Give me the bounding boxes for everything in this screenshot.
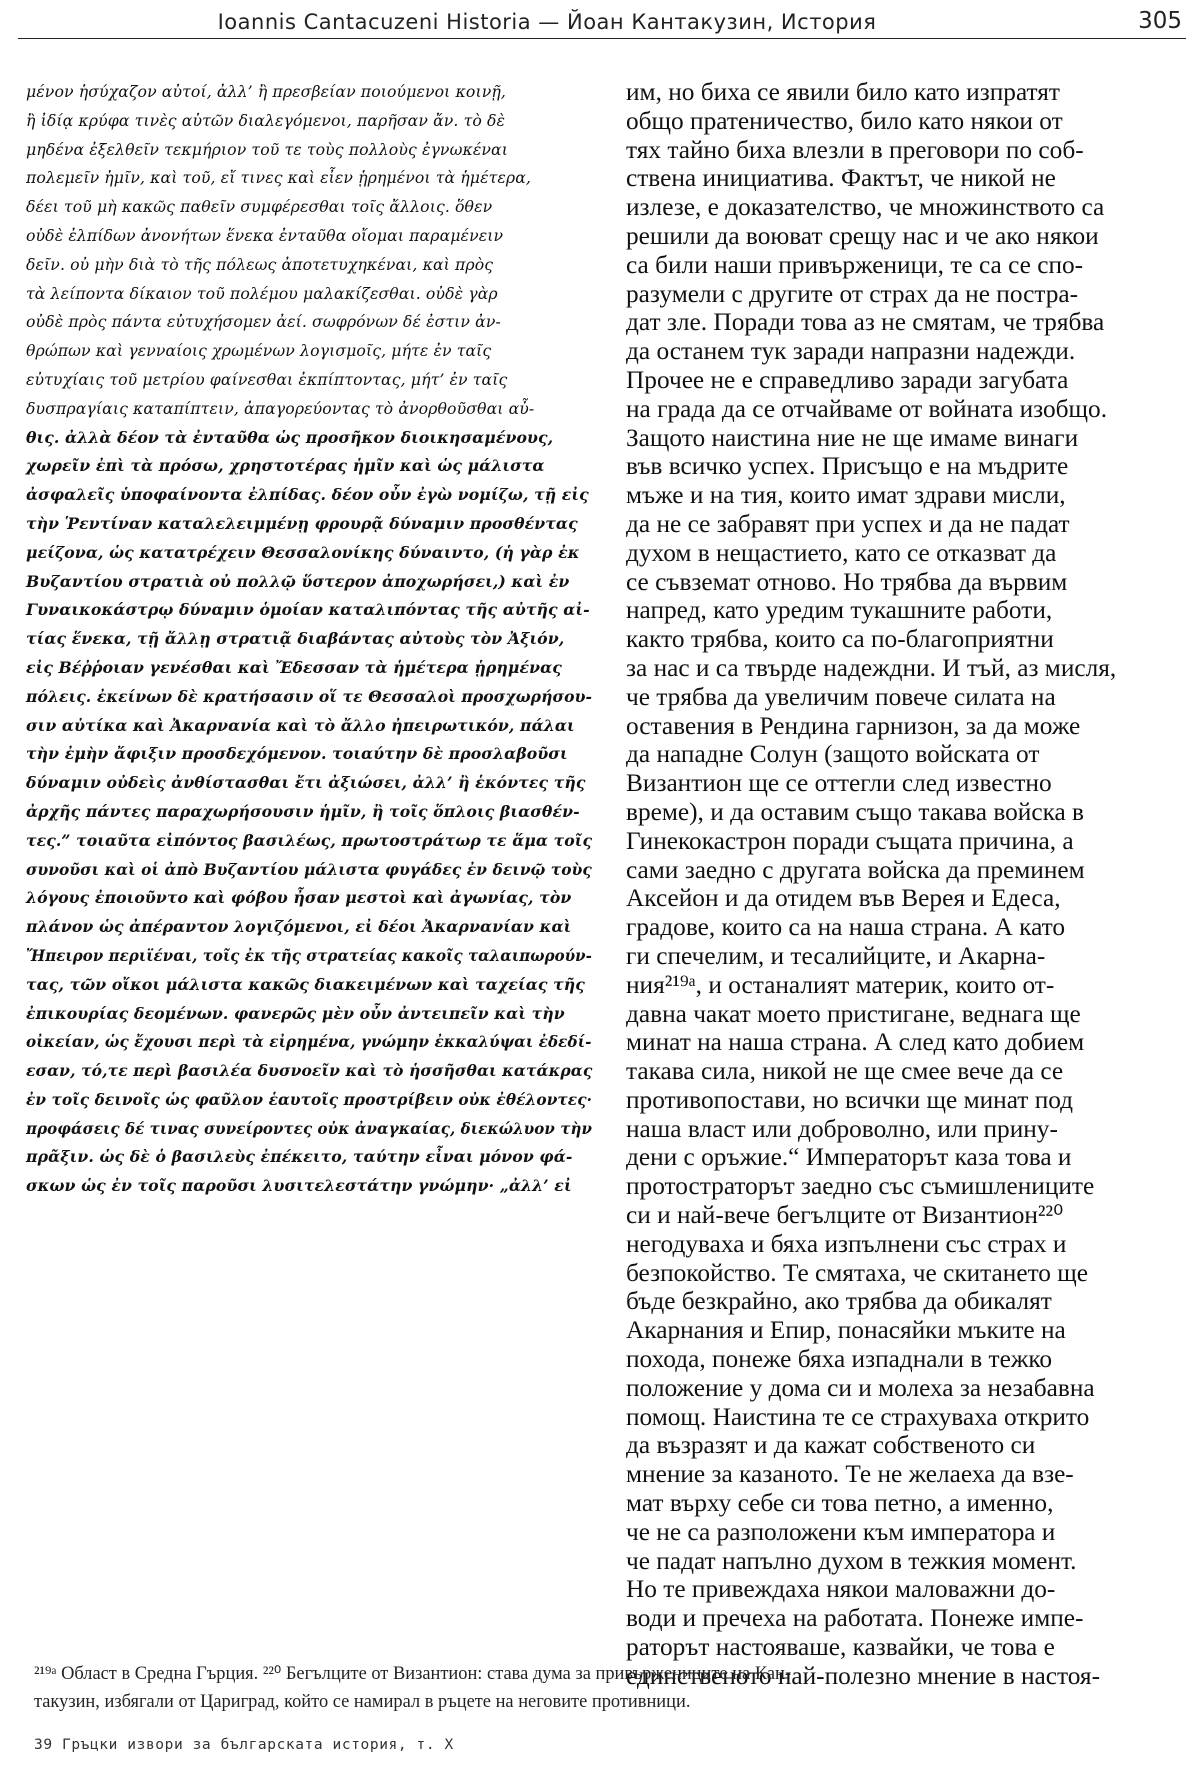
bulgarian-text-line: да останем тук заради напразни надежди. [626,336,1076,366]
greek-text-line: ἀρχῆς πάντες παραχωρήσουσιν ἡμῖν, ἢ τοῖς ὅπλοις βιασθέν- [26,801,580,821]
bulgarian-text-line: да нападне Солун (защото войската от [626,739,1040,769]
bulgarian-text-line: положение у дома си и молеха за незабавна [626,1372,1095,1402]
bulgarian-text-line: ния²¹⁹ᵃ, и останалият материк, които от- [626,969,1055,999]
bulgarian-text-line: протостраторът заедно със съмишлениците [626,1171,1095,1201]
greek-text-line: τὰ λείποντα δίκαιον τοῦ πολέμου μαλακίζεσθαι. οὐδὲ γὰρ [26,283,498,303]
bulgarian-text-line: минат на наша страна. А след като добием [626,1027,1085,1057]
greek-text-line: μηδένα ἐξελθεῖν τεκμήριον τοῦ τε τοὺς πολλοὺς ἐγνωκέναι [26,139,508,159]
bulgarian-text-line: помощ. Наистина те се страхуваха открито [626,1401,1090,1431]
bulgarian-text-line: ствена инициатива. Фактът, че никой не [626,163,1056,193]
bulgarian-text-line: Защото наистина ние не ще имаме винаги [626,422,1079,452]
greek-text-line: Ἤπειρον περιϊέναι, τοῖς ἐκ τῆς στρατείας κακοῖς ταλαιπωρούν- [26,945,592,965]
bulgarian-text-line: общо пратеничество, било като някои от [626,105,1063,135]
page-number: 305 [1138,8,1182,34]
bulgarian-translation-column [626,77,1194,1690]
bulgarian-text-line: Аксейон и да отидем във Верея и Едеса, [626,883,1061,913]
greek-text-line: μείζονα, ὡς κατατρέχειν Θεσσαλονίκης δύναιντο, (ἡ γὰρ ἐκ [26,542,580,562]
greek-text-line: τὴν Ῥεντίναν καταλελειμμένῃ φρουρᾷ δύναμιν προσθέντας [26,513,578,533]
greek-text-line: τίας ἕνεκα, τῇ ἄλλῃ στρατιᾷ διαβάντας αὐτοὺς τὸν Ἀξιόν, [26,629,565,649]
bulgarian-text-line: Акарнания и Епир, понасяйки мъките на [626,1315,1066,1345]
bulgarian-text-line: води и пречеха на работата. Понеже импе- [626,1603,1084,1633]
greek-text-line: τες.” τοιαῦτα εἰπόντος βασιλέως, πρωτοστράτωρ τε ἅμα τοῖς [26,830,593,850]
bulgarian-text-line: градове, които са на наша страна. А като [626,912,1066,942]
greek-text-line: πολεμεῖν ἡμῖν, καὶ τοῦ, εἴ τινες καὶ εἶεν ᾑρημένοι τὰ ἡμέτερα, [26,168,532,188]
bulgarian-text-line: дат зле. Поради това аз не смятам, че трябва [626,307,1105,337]
bulgarian-text-line: тях тайно биха влезли в преговори по соб- [626,134,1084,164]
bulgarian-text-line: да възразят и да кажат собственото си [626,1430,1036,1460]
greek-text-line: συνοῦσι καὶ οἱ ἀπὸ Βυζαντίου μάλιστα φυγάδες ἐν δεινῷ τοὺς [26,859,592,879]
bulgarian-text-line: разумели с другите от страх да не постра- [626,278,1079,308]
greek-text-line: δύναμιν οὐδεὶς ἀνθίστασθαι ἔτι ἀξιώσει, ἀλλ’ ἢ ἑκόντες τῆς [26,773,586,793]
greek-text-column [26,78,596,1196]
greek-text-line: Βυζαντίου στρατιὰ οὐ πολλῷ ὕστερον ἀποχωρήσει,) καὶ ἐν [26,571,570,591]
greek-text-line: πρᾶξιν. ὡς δὲ ὁ βασιλεὺς ἐπέκειτο, ταύτην εἶναι μόνον φά- [26,1147,573,1167]
printer-signature: 39 Гръцки извори за българската история, т. X [34,1737,454,1753]
bulgarian-text-line: мъже и на тия, които имат здрави мисли, [626,480,1066,510]
bulgarian-text-line: безпокойство. Те смятаха, че скитането ще [626,1257,1089,1287]
footnote-line: такузин, избягали от Цариград, който се намирал в ръцете на неговите противници. [34,1692,691,1712]
bulgarian-text-line: наша власт или доброволно, или прину- [626,1113,1058,1143]
greek-text-line: πόλεις. ἐκείνων δὲ κρατήσασιν οἵ τε Θεσσαλοὶ προσχωρήσου- [26,686,593,706]
bulgarian-text-line: че не са разположени към императора и [626,1516,1056,1546]
greek-text-line: εὐτυχίαις τοῦ μετρίου φαίνεσθαι ἐκπίπτοντας, μήτ’ ἐν ταῖς [26,369,508,389]
greek-text-line: Γυναικοκάστρῳ δύναμιν ὁμοίαν καταλιπόντας τῆς αὐτῆς αἰ- [26,600,590,620]
bulgarian-text-line: им, но биха се явили било като изпратят [626,77,1060,106]
bulgarian-text-line: единственото най-полезно мнение в настоя- [626,1660,1101,1690]
bulgarian-text-line: негодуваха и бяха изпълнени със страх и [626,1228,1067,1258]
bulgarian-text-line: духом в нещастието, като се отказват да [626,537,1057,567]
bulgarian-text-line: дени с оръжие.“ Императорът каза това и [626,1142,1072,1172]
greek-text-line: σκων ὡς ἐν τοῖς παροῦσι λυσιτελεστάτην γνώμην· „ἀλλ’ εἰ [26,1176,572,1196]
bulgarian-text-line: давна чакат моето пристигане, веднага ще [626,998,1081,1028]
bulgarian-text-line: такава сила, никой не ще смее вече да се [626,1056,1064,1086]
bulgarian-text-line: да не се забравят при успех и да не падат [626,508,1070,538]
greek-text-line: οἰκείαν, ὡς ἔχουσι περὶ τὰ εἰρημένα, γνώμην ἐκκαλύψαι ἐδεδί- [26,1032,592,1052]
bulgarian-text-line: решили да воюват срещу нас и че ако някои [626,220,1099,250]
bulgarian-text-line: време), и да оставим също такава войска в [626,796,1085,826]
bulgarian-text-line: на града да се отчайваме от войната изобщо. [626,393,1108,423]
greek-text-line: μένον ἡσύχαζον αὐτοί, ἀλλ’ ἢ πρεσβείαν ποιούμενοι κοινῇ, [26,82,506,101]
bulgarian-text-line: Византион ще се оттегли след известно [626,768,1052,798]
bulgarian-text-line: че трябва да увеличим повече силата на [626,681,1056,711]
greek-text-line: ἀσφαλεῖς ὑποφαίνοντα ἐλπίδας. δέον οὖν ἐγὼ νομίζω, τῇ εἰς [26,485,589,505]
footnote-line: ²¹⁹ᵃ Област в Средна Гърция. ²²⁰ Бегълците от Византион: става дума за привържениците на Кан- [34,1664,791,1684]
greek-text-line: δέει τοῦ μὴ κακῶς παθεῖν συμφέρεσθαι τοῖς ἄλλοις. ὅθεν [26,197,493,217]
running-header [18,8,1186,39]
bulgarian-text-line: Прочее не е справедливо заради загубата [626,364,1069,394]
greek-text-line: δεῖν. οὐ μὴν διὰ τὸ τῆς πόλεως ἀποτετυχηκέναι, καὶ πρὸς [26,254,494,274]
greek-text-line: θις. ἀλλὰ δέον τὰ ἐνταῦθα ὡς προσῆκον διοικησαμένους, [26,427,554,447]
greek-text-line: τὴν ἐμὴν ἄφιξιν προσδεχόμενον. τοιαύτην δὲ προσλαβοῦσι [26,744,568,764]
bulgarian-text-line: похода, понеже бяха изпаднали в тежко [626,1344,1053,1374]
greek-text-line: τας, τῶν οἴκοι μάλιστα κακῶς διακειμένων καὶ ταχείας τῆς [26,974,585,994]
bulgarian-text-line: са били наши привърженици, те са се спо- [626,249,1084,279]
bulgarian-text-line: бъде безкрайно, ако трябва да обикалят [626,1286,1052,1316]
bulgarian-text-line: както трябва, които са по-благоприятни [626,624,1054,654]
bulgarian-text-line: Гинекокастрон поради същата причина, а [626,825,1074,855]
bulgarian-text-line: напред, като уредим тукашните работи, [626,595,1053,625]
bulgarian-text-line: се съвземат отново. Но трябва да вървим [626,566,1068,596]
footnotes [34,1660,1180,1716]
greek-text-line: σιν αὐτίκα καὶ Ἀκαρνανία καὶ τὸ ἄλλο ἠπειρωτικόν, πάλαι [26,715,575,735]
bulgarian-text-line: ги спечелим, и тесалийците, и Акарна- [626,940,1046,970]
bulgarian-text-line: си и най-вече бегълците от Византион²²⁰ [626,1200,1064,1230]
greek-text-line: χωρεῖν ἐπὶ τὰ πρόσω, χρηστοτέρας ἡμῖν καὶ ὡς μάλιστα [26,456,545,476]
greek-text-line: εἰς Βέῤῥοιαν γενέσθαι καὶ Ἔδεσσαν τὰ ἡμέτερα ᾑρημένας [26,657,562,677]
greek-text-line: ἐν τοῖς δεινοῖς ὡς φαῦλον ἑαυτοῖς προστρίβειν οὐκ ἐθέλοντες· [26,1089,593,1109]
bulgarian-text-line: че падат напълно духом в тежкия момент. [626,1545,1077,1575]
bulgarian-text-line: Но те привеждаха някои маловажни до- [626,1574,1056,1604]
greek-text-line: οὐδὲ πρὸς πάντα εὐτυχήσομεν ἀεί. σωφρόνων δέ ἐστιν ἀν- [26,312,501,332]
bulgarian-text-line: излезе, е доказателство, че множинството са [626,192,1105,222]
bulgarian-text-line: противопостави, но всички ще минат под [626,1084,1074,1114]
greek-text-line: πλάνον ὡς ἀπέραντον λογιζόμενοι, εἰ δέοι Ἀκαρνανίαν καὶ [26,917,572,937]
greek-text-line: ἐπικουρίας δεομένων. φανερῶς μὲν οὖν ἀντειπεῖν καὶ τὴν [26,1003,565,1023]
bulgarian-text-line: раторът настояваше, казвайки, че това е [626,1632,1055,1662]
greek-text-line: εσαν, τό,τε περὶ βασιλέα δυσνοεῖν καὶ τὸ ἡσσῆσθαι κατάκρας [26,1061,593,1081]
running-title: Ioannis Cantacuzeni Historia — Йоан Кантакузин, История [217,10,877,34]
bulgarian-text-line: във всичко успех. Присъщо е на мъдрите [626,451,1069,481]
bulgarian-text-line: мнение за казаното. Те не желаеха да взе- [626,1459,1074,1489]
greek-text-line: θρώπων καὶ γενναίοις χρωμένων λογισμοῖς, μήτε ἐν ταῖς [26,341,492,361]
bulgarian-text-line: сами заедно с другата войска да преминем [626,854,1085,884]
greek-text-line: ἢ ἰδίᾳ κρύφα τινὲς αὐτῶν διαλεγόμενοι, παρῆσαν ἄν. τὸ δὲ [26,110,506,130]
greek-text-line: δυσπραγίαις καταπίπτειν, ἀπαγορεύοντας τὸ ἀνορθοῦσθαι αὖ- [26,398,535,418]
bulgarian-text-line: оставения в Рендина гарнизон, за да може [626,710,1081,740]
bulgarian-text-line: за нас и са твърде надеждни. И тъй, аз мисля, [626,652,1117,682]
greek-text-line: λόγους ἐποιοῦντο καὶ φόβου ἦσαν μεστοὶ καὶ ἀγωνίας, τὸν [26,888,572,908]
greek-text-line: οὐδὲ ἐλπίδων ἀνονήτων ἕνεκα ἐνταῦθα οἴομαι παραμένειν [26,225,504,245]
greek-text-line: προφάσεις δέ τινας συνείροντες οὐκ ἀναγκαίας, διεκώλυον τὴν [26,1118,593,1138]
bulgarian-text-line: мат върху себе си това петно, а именно, [626,1488,1054,1518]
